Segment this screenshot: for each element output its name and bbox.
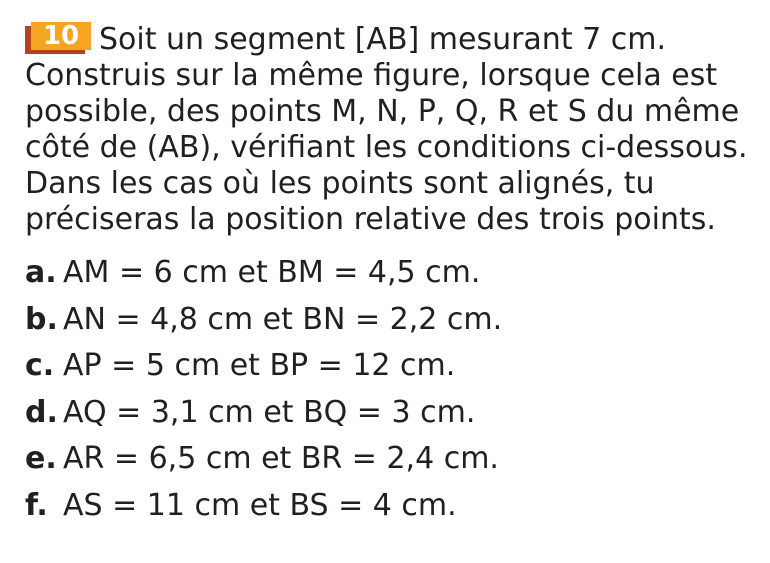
condition-text: AR = 6,5 cm et BR = 2,4 cm. xyxy=(63,441,499,477)
condition-letter: b. xyxy=(25,301,58,337)
condition-item xyxy=(25,390,760,437)
exercise-number: 10 xyxy=(31,22,91,50)
condition-letter: c. xyxy=(25,348,55,384)
condition-letter: e. xyxy=(25,441,57,477)
condition-item xyxy=(25,436,760,483)
condition-item xyxy=(25,297,760,344)
condition-text: AS = 11 cm et BS = 4 cm. xyxy=(63,487,457,523)
exercise xyxy=(25,22,760,530)
condition-letter: a. xyxy=(25,255,57,290)
condition-item xyxy=(25,343,760,390)
exercise-statement xyxy=(25,22,760,238)
condition-text: AP = 5 cm et BP = 12 cm. xyxy=(63,348,456,384)
condition-letter: d. xyxy=(25,394,58,430)
condition-text: AQ = 3,1 cm et BQ = 3 cm. xyxy=(63,394,476,430)
exercise-number-badge xyxy=(25,22,91,54)
condition-text: AN = 4,8 cm et BN = 2,2 cm. xyxy=(63,301,503,337)
condition-letter: f. xyxy=(25,487,48,523)
condition-text: AM = 6 cm et BM = 4,5 cm. xyxy=(63,255,481,290)
statement-text: Soit un segment [AB] mesurant 7 cm. Construis sur la même figure, lorsque cela est possible, des points M, N, P, Q, R et S du même côté de (AB), vérifiant les conditions ci-dessous. Dans les cas où les points sont alignés, tu préciseras la position relative des trois points. xyxy=(25,22,748,237)
conditions-list xyxy=(25,250,760,530)
condition-item xyxy=(25,483,760,530)
condition-item xyxy=(25,250,760,297)
